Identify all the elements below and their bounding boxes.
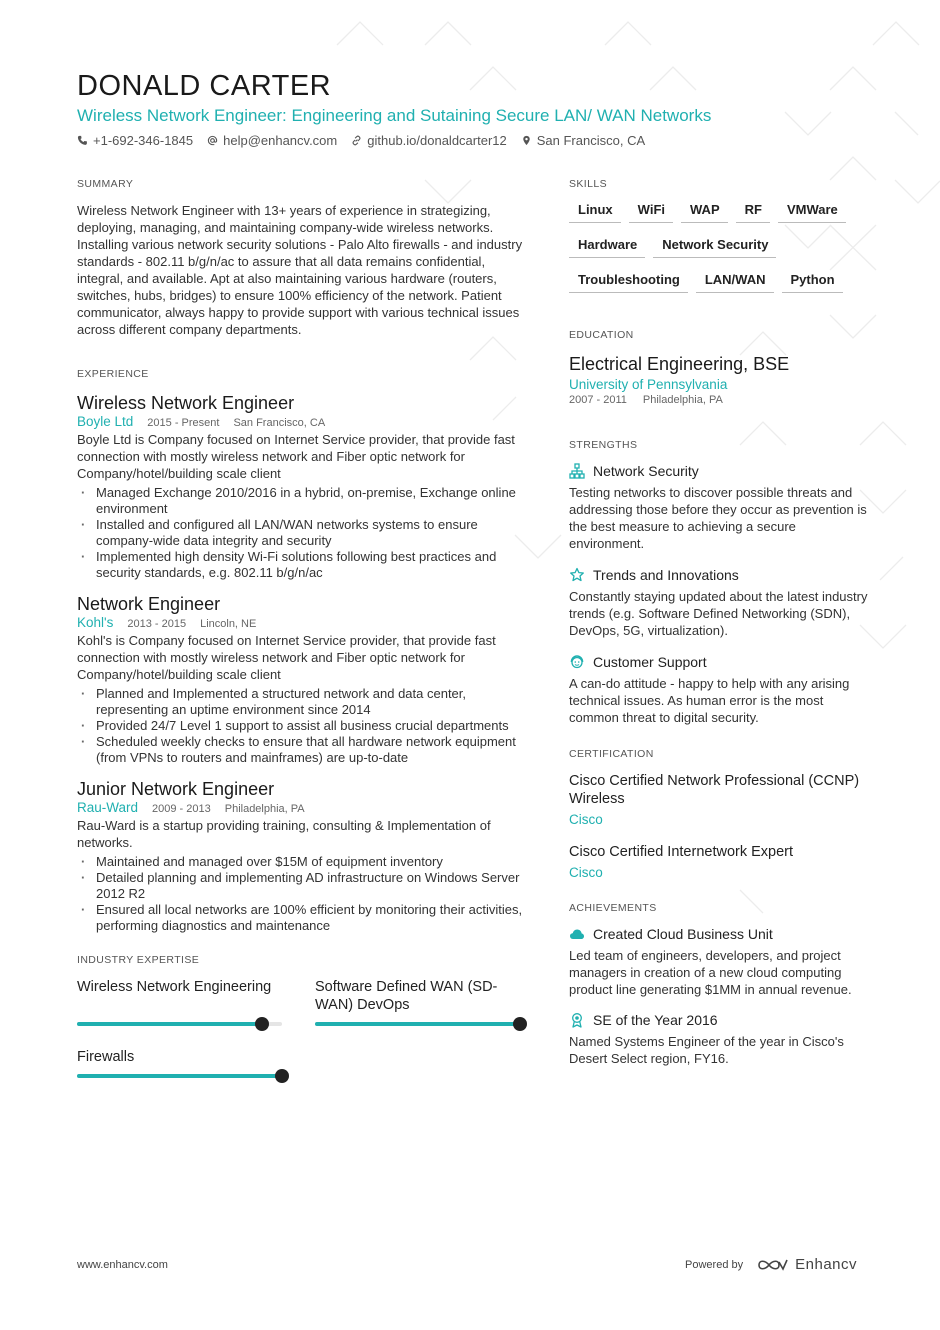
job-dates: 2015 - Present (147, 417, 220, 429)
certification-item (569, 772, 869, 827)
job-bullet: · Ensured all local networks are 100% efficient by monitoring their activities, performing diagnostics and maintenance (77, 902, 527, 934)
website-text: github.io/donaldcarter12 (367, 133, 507, 148)
education-school: University of Pennsylvania (569, 377, 728, 392)
expertise-label: Firewalls (77, 1049, 135, 1065)
cloud-icon (569, 926, 585, 942)
expertise-item (77, 1048, 282, 1078)
left-column (77, 178, 527, 1078)
link-icon (351, 135, 362, 146)
expertise-bar-knob (255, 1017, 269, 1031)
job-bullet: · Detailed planning and implementing AD infrastructure on Windows Server 2012 R2 (77, 870, 527, 902)
job-entry (77, 392, 527, 581)
resume-header (77, 68, 877, 148)
job-company: Kohl's (77, 615, 114, 630)
strength-title: Customer Support (593, 654, 707, 670)
education-meta (569, 394, 869, 406)
expertise-bar-fill (77, 1074, 282, 1078)
job-meta (77, 615, 527, 630)
strength-item (569, 463, 869, 552)
expertise-bar-fill (315, 1022, 520, 1026)
award-icon (569, 1012, 585, 1028)
education-heading: EDUCATION (569, 329, 634, 341)
support-icon (569, 654, 585, 670)
summary-section (77, 178, 527, 338)
job-role: Network Engineer (77, 594, 221, 614)
achievement-text: Named Systems Engineer of the year in Cisco's Desert Select region, FY16. (569, 1034, 844, 1066)
expertise-label: Software Defined WAN (SD-WAN) DevOps (315, 979, 498, 1013)
strength-header (569, 567, 869, 583)
job-bullet: · Provided 24/7 Level 1 support to assist all business crucial departments (77, 718, 527, 734)
experience-heading: EXPERIENCE (77, 368, 149, 380)
powered-by (685, 1256, 857, 1273)
job-location: Lincoln, NE (200, 618, 257, 630)
achievement-title: SE of the Year 2016 (593, 1012, 718, 1028)
expertise-heading: INDUSTRY EXPERTISE (77, 954, 200, 966)
expertise-bar (315, 1022, 520, 1026)
expertise-item (315, 978, 525, 1026)
skills-heading: SKILLS (569, 178, 608, 190)
footer-website[interactable]: www.enhancv.com (77, 1258, 168, 1271)
job-dates: 2013 - 2015 (127, 618, 187, 630)
education-location: Philadelphia, PA (642, 394, 723, 406)
job-location: Philadelphia, PA (224, 803, 305, 815)
achievement-item (569, 926, 869, 998)
job-bullets (77, 485, 527, 581)
at-icon (207, 135, 218, 146)
right-column (569, 178, 869, 1081)
expertise-bar (77, 1074, 282, 1078)
location-pin-icon (521, 135, 532, 146)
summary-text: Wireless Network Engineer with 13+ years of experience in strategizing, deploying, managing, and maintaining company-wide wireless networks. Installing various network security solutions - Palo Alto firewalls - and industry standards - 802.11 b/g/n/ac to assure that all data remains confidential, integral, and available. Apt at also maintaining various hardware (routers, switches, hubs, bridges) to ensure 100% efficiency of the network. Patient communicator, always happy to provide support with various technical issues across different company departments. (77, 203, 523, 337)
skill-tag: WiFi (629, 202, 673, 223)
skills-list (569, 202, 859, 293)
achievement-header (569, 926, 869, 942)
job-description: Boyle Ltd is Company focused on Internet Service provider, that provide fast connection with mostly wireless network and Fiber optic network for Company/hotel/building scale client (77, 432, 515, 481)
job-bullet: · Managed Exchange 2010/2016 in a hybrid, on-premise, Exchange online environment (77, 485, 527, 517)
job-bullet: · Installed and configured all LAN/WAN networks systems to ensure company-wide data integrity and security (77, 517, 527, 549)
contact-row (77, 133, 877, 148)
achievement-header (569, 1012, 869, 1028)
achievement-text: Led team of engineers, developers, and project managers in creation of a new cloud computing product line generating $1MM in annual revenue. (569, 948, 852, 997)
skill-tag: VMWare (778, 202, 846, 223)
job-meta (77, 800, 527, 815)
expertise-item (77, 978, 282, 1026)
strength-header (569, 463, 869, 479)
strength-title: Network Security (593, 463, 699, 479)
achievements-section (569, 902, 869, 1067)
job-company: Boyle Ltd (77, 414, 134, 429)
strength-text: Testing networks to discover possible threats and addressing those before they occur as prevention is the best measure to achieving a secure environment. (569, 485, 867, 551)
job-location: San Francisco, CA (233, 417, 326, 429)
phone-text: +1-692-346-1845 (93, 133, 194, 148)
skills-section (569, 178, 869, 293)
experience-section (77, 368, 527, 934)
skill-tag: Hardware (569, 237, 645, 258)
certification-issuer: Cisco (569, 812, 603, 827)
expertise-bar (77, 1022, 282, 1026)
skill-tag: Python (782, 272, 843, 293)
job-role: Junior Network Engineer (77, 779, 275, 799)
certification-heading: CERTIFICATION (569, 748, 654, 760)
expertise-bar-fill (77, 1022, 262, 1026)
certification-item (569, 843, 869, 880)
certification-issuer: Cisco (569, 865, 603, 880)
achievement-title: Created Cloud Business Unit (593, 926, 773, 942)
achievement-item (569, 1012, 869, 1067)
job-bullet: · Scheduled weekly checks to ensure that all hardware network equipment (from VPNs to routers and mainframes) are up-to-date (77, 734, 527, 766)
skill-tag: Troubleshooting (569, 272, 688, 293)
expertise-section (77, 954, 527, 1078)
network-icon (569, 463, 585, 479)
strength-title: Trends and Innovations (593, 567, 739, 583)
certification-section (569, 748, 869, 880)
strength-text: Constantly staying updated about the latest industry trends (e.g. Software Defined Networking (SDN), DevOps, 5G, virtualization). (569, 589, 868, 638)
phone-icon (77, 135, 88, 146)
page-footer (77, 1256, 857, 1273)
expertise-grid (77, 978, 527, 1078)
job-description: Rau-Ward is a startup providing training, consulting & Implementation of networks. (77, 818, 491, 850)
skill-tag: LAN/WAN (696, 272, 774, 293)
expertise-bar-knob (275, 1069, 289, 1083)
job-bullet: · Implemented high density Wi-Fi solutions following best practices and security standards, e.g. 802.11 b/g/n/ac (77, 549, 527, 581)
contact-phone[interactable] (77, 133, 193, 148)
job-bullets (77, 686, 527, 766)
email-text: help@enhancv.com (223, 133, 338, 148)
star-icon (569, 567, 585, 583)
job-entry (77, 593, 527, 766)
strength-text: A can-do attitude - happy to help with any arising technical issues. As human error is the most common threat to digital security. (569, 676, 850, 725)
education-degree: Electrical Engineering, BSE (569, 354, 790, 374)
job-company: Rau-Ward (77, 800, 139, 815)
brand-name: Enhancv (795, 1256, 857, 1273)
contact-website[interactable] (351, 133, 507, 148)
strengths-section (569, 439, 869, 726)
job-entry (77, 778, 527, 934)
strengths-heading: STRENGTHS (569, 439, 638, 451)
strength-item (569, 567, 869, 639)
strength-header (569, 654, 869, 670)
enhancv-logo-icon (757, 1257, 789, 1273)
skill-tag: RF (736, 202, 770, 223)
contact-location (521, 133, 645, 148)
contact-email[interactable] (207, 133, 337, 148)
skill-tag: WAP (681, 202, 728, 223)
job-bullet: · Planned and Implemented a structured network and data center, representing an uptime environment since 2014 (77, 686, 527, 718)
powered-by-label: Powered by (685, 1258, 744, 1271)
education-section (569, 329, 869, 406)
strength-item (569, 654, 869, 726)
job-dates: 2009 - 2013 (152, 803, 211, 815)
candidate-name: DONALD CARTER (77, 70, 332, 102)
education-dates: 2007 - 2011 (569, 394, 627, 406)
brand-logo[interactable] (757, 1256, 857, 1273)
job-role: Wireless Network Engineer (77, 393, 295, 413)
skill-tag: Linux (569, 202, 621, 223)
job-bullets (77, 854, 527, 934)
certification-name: Cisco Certified Network Professional (CCNP) Wireless (569, 773, 860, 807)
expertise-bar-knob (513, 1017, 527, 1031)
job-bullet: · Maintained and managed over $15M of equipment inventory (77, 854, 527, 870)
skill-tag: Network Security (653, 237, 776, 258)
candidate-title: Wireless Network Engineer: Engineering and Sutaining Secure LAN/ WAN Networks (77, 106, 712, 125)
achievements-heading: ACHIEVEMENTS (569, 902, 657, 914)
summary-heading: SUMMARY (77, 178, 134, 190)
location-text: San Francisco, CA (536, 133, 646, 148)
job-description: Kohl's is Company focused on Internet Service provider, that provide fast connection with mostly wireless network and Fiber optic network for Company/hotel/building scale client (77, 633, 496, 682)
job-meta (77, 414, 527, 429)
certification-name: Cisco Certified Internetwork Expert (569, 844, 794, 860)
expertise-label: Wireless Network Engineering (77, 979, 272, 995)
